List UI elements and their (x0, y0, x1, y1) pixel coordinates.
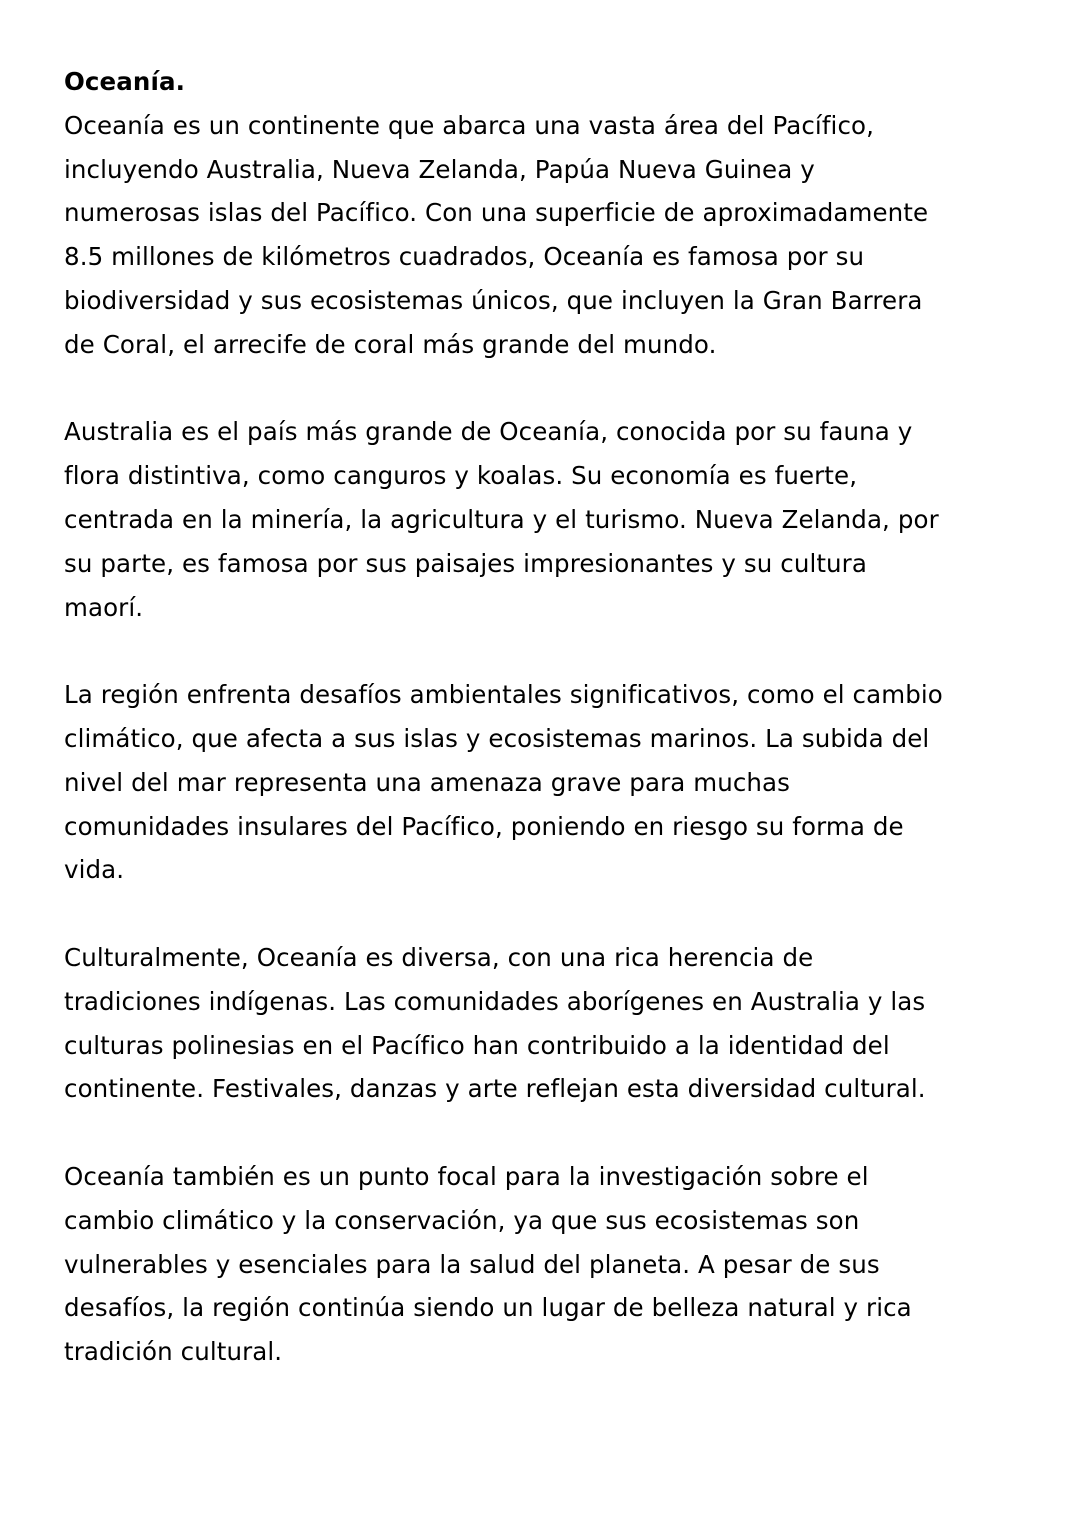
paragraph-research: Oceanía también es un punto focal para la investigación sobre el cambio climático y la conservación, ya que sus ecosistemas son vulnerables y esenciales para la salud del planeta. A pesar de sus desafíos, la región continúa siendo un lugar de belleza natural y rica tradición cultural. (64, 1161, 912, 1367)
document-title: Oceanía. (64, 67, 185, 96)
document-body (64, 60, 944, 1418)
paragraph-australia: Australia es el país más grande de Oceanía, conocida por su fauna y flora distintiva, como canguros y koalas. Su economía es fuerte, centrada en la minería, la agricultura y el turismo. Nueva Zelanda, por su parte, es famosa por sus paisajes impresionantes y su cultura maorí. (64, 417, 939, 622)
paragraph-culture: Culturalmente, Oceanía es diversa, con una rica herencia de tradiciones indígenas. Las comunidades aborígenes en Australia y las culturas polinesias en el Pacífico han contribuido a la identidad del continente. Festivales, danzas y arte reflejan esta diversidad cultural. (64, 942, 926, 1104)
paragraph-environment: La región enfrenta desafíos ambientales significativos, como el cambio climático, que afecta a sus islas y ecosistemas marinos. La subida del nivel del mar representa una amenaza grave para muchas comunidades insulares del Pacífico, poniendo en riesgo su forma de vida. (64, 680, 943, 885)
paragraph-intro: Oceanía es un continente que abarca una vasta área del Pacífico, incluyendo Australia, Nueva Zelanda, Papúa Nueva Guinea y numerosas islas del Pacífico. Con una superficie de aproximadamente 8.5 millones de kilómetros cuadrados, Oceanía es famosa por su biodiversidad y sus ecosistemas únicos, que incluyen la Gran Barrera de Coral, el arrecife de coral más grande del mundo. (64, 110, 929, 359)
